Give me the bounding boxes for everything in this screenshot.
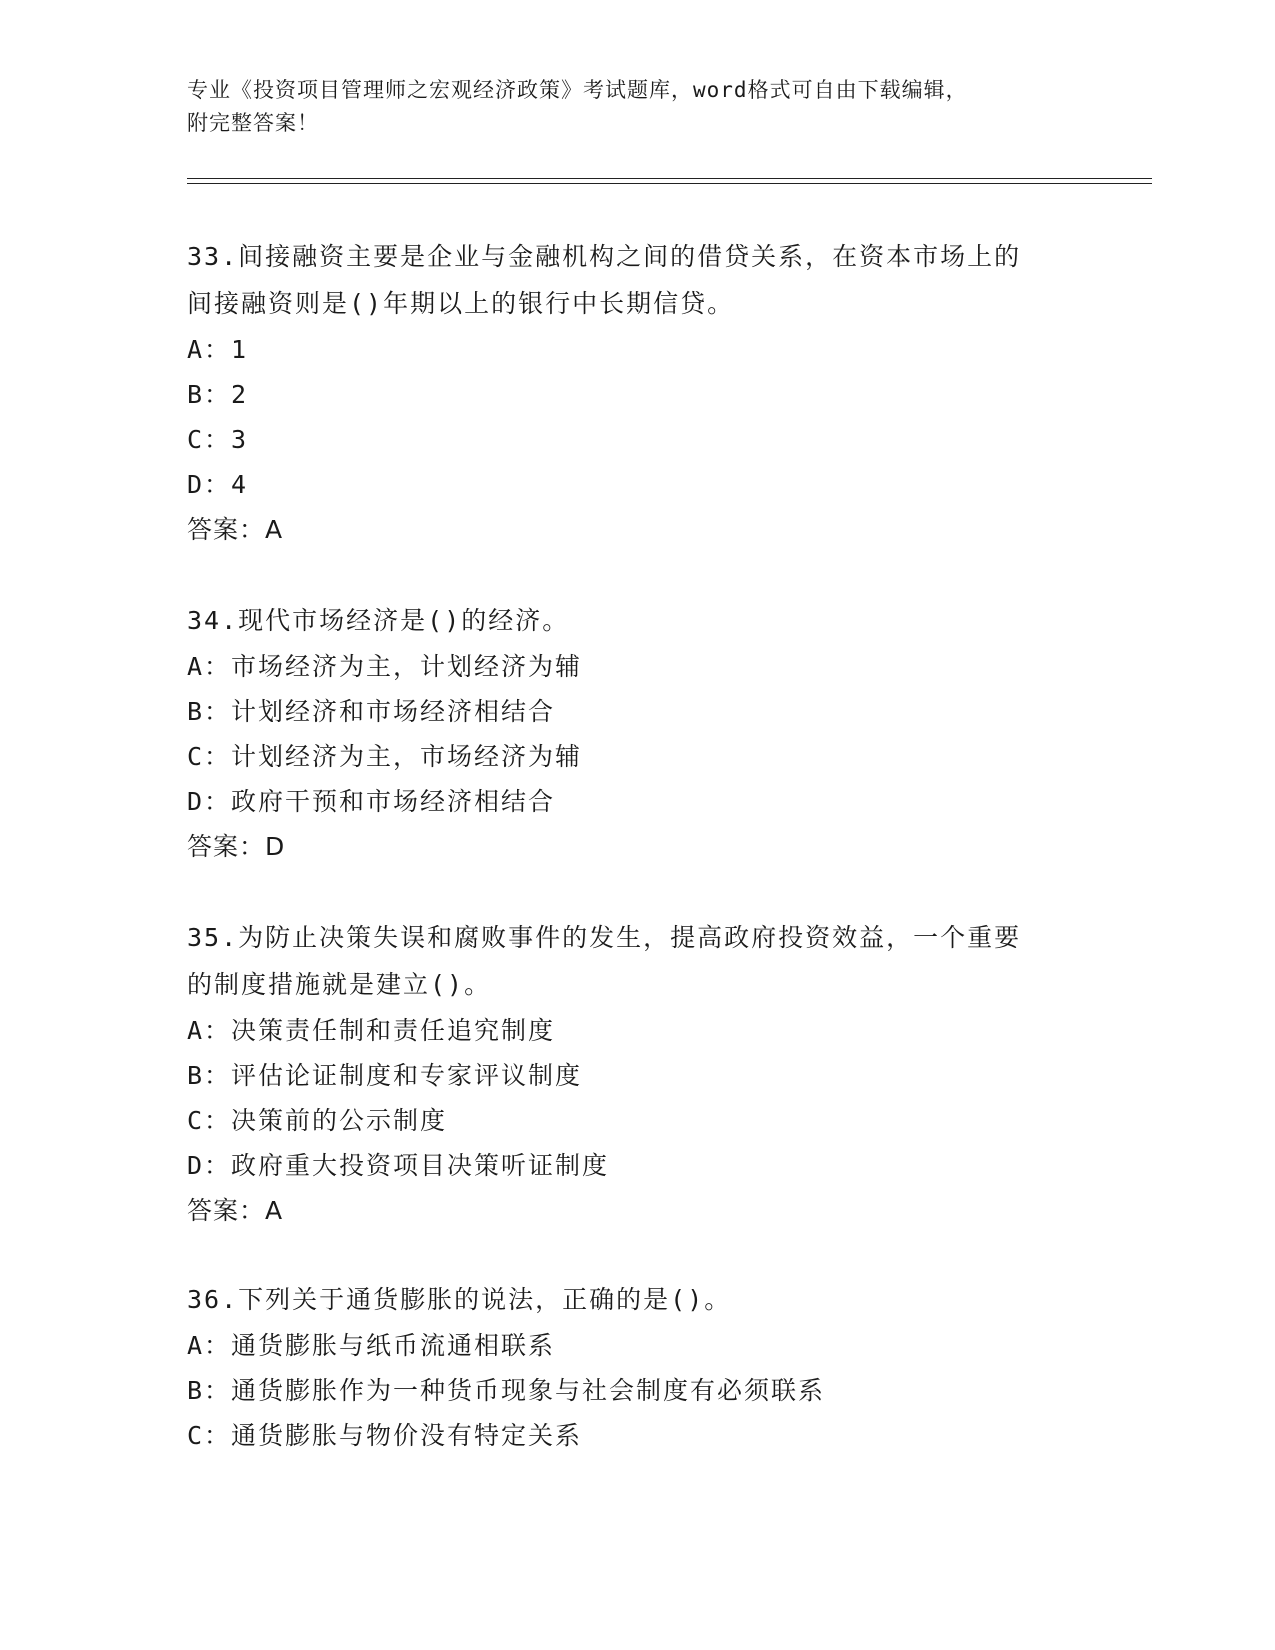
question-stem: 的制度措施就是建立()。: [187, 970, 492, 999]
question-stem: 间接融资则是()年期以上的银行中长期信贷。: [187, 289, 735, 318]
option-c: C：通货膨胀与物价没有特定关系: [187, 1421, 583, 1450]
option-d: D：政府干预和市场经济相结合: [187, 787, 556, 816]
option-c: C：3: [187, 425, 249, 454]
question-35: [187, 914, 1087, 1233]
question-stem: 35.为防止决策失误和腐败事件的发生，提高政府投资效益，一个重要: [187, 923, 1022, 952]
document-header: [187, 74, 1087, 140]
option-d: D：4: [187, 470, 249, 499]
option-a: A：市场经济为主，计划经济为辅: [187, 652, 583, 681]
option-b: B：通货膨胀作为一种货币现象与社会制度有必须联系: [187, 1376, 826, 1405]
option-a: A：通货膨胀与纸币流通相联系: [187, 1331, 556, 1360]
header-divider-top: [187, 178, 1152, 179]
option-d: D：政府重大投资项目决策听证制度: [187, 1151, 610, 1180]
header-divider-bottom: [187, 183, 1152, 184]
answer: 答案：A: [187, 1196, 284, 1225]
option-c: C：计划经济为主，市场经济为辅: [187, 742, 583, 771]
answer: 答案：D: [187, 832, 286, 861]
answer: 答案：A: [187, 515, 284, 544]
question-34: [187, 597, 1087, 869]
question-36: [187, 1276, 1087, 1458]
option-b: B：评估论证制度和专家评议制度: [187, 1061, 583, 1090]
question-stem: 33.间接融资主要是企业与金融机构之间的借贷关系，在资本市场上的: [187, 242, 1022, 271]
option-b: B：计划经济和市场经济相结合: [187, 697, 556, 726]
option-b: B：2: [187, 380, 249, 409]
option-c: C：决策前的公示制度: [187, 1106, 448, 1135]
option-a: A：1: [187, 335, 249, 364]
header-line-2: 附完整答案！: [187, 111, 319, 135]
option-a: A：决策责任制和责任追究制度: [187, 1016, 556, 1045]
question-stem: 36.下列关于通货膨胀的说法，正确的是()。: [187, 1285, 732, 1314]
question-33: [187, 233, 1087, 552]
question-stem: 34.现代市场经济是()的经济。: [187, 606, 570, 635]
header-line-1: 专业《投资项目管理师之宏观经济政策》考试题库，word格式可自由下载编辑，: [187, 78, 968, 102]
